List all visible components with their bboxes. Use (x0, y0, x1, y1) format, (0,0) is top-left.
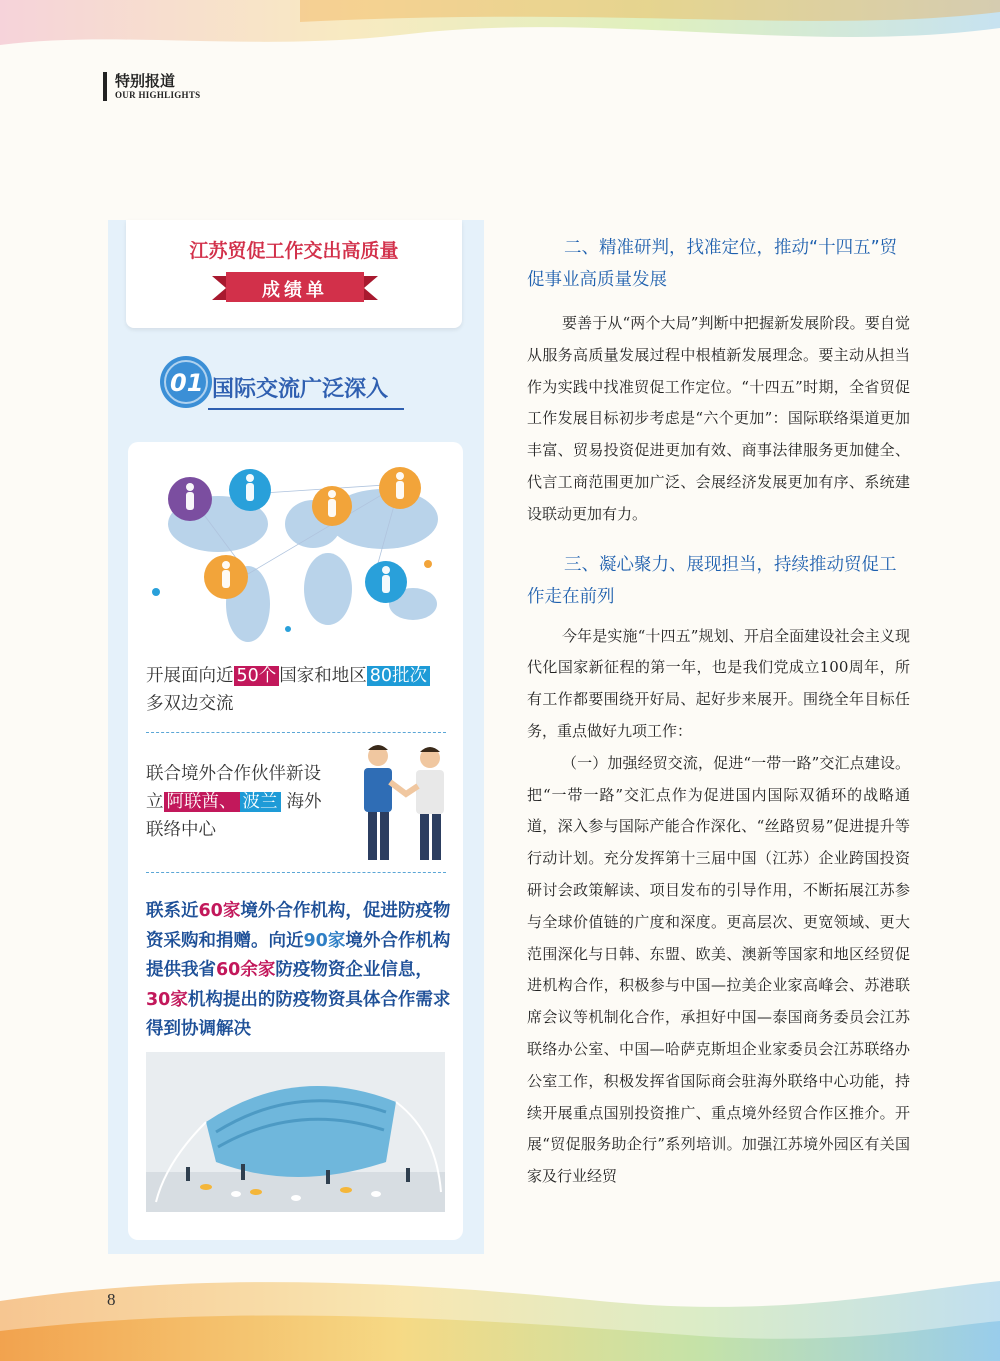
section-header (103, 72, 200, 101)
number-30: 30家 (146, 989, 188, 1010)
item-exchange-text: 多双边交流 (146, 694, 234, 714)
section-underline (208, 408, 404, 410)
item-liaison-text: 联合境外合作伙伴新设 (146, 764, 321, 784)
highlight-80: 80批次 (367, 666, 430, 686)
paragraph-two: 今年是实施“十四五”规划、开启全面建设社会主义现代化国家新征程的第一年，也是我们党成立100周年，所有工作都要围绕开好局、起好步来展开。围绕全年目标任务，重点做好九项工作： (527, 626, 910, 740)
section-header-cn: 特别报道 (115, 72, 176, 90)
dashed-divider (146, 872, 446, 873)
item-liaison-text: 海外 (286, 792, 322, 812)
scorecard-title-card (126, 220, 462, 328)
world-map-illustration (138, 454, 453, 654)
article-body (527, 232, 910, 1193)
highlight-poland: 波兰 (240, 792, 281, 812)
section-header-en: OUR HIGHLIGHTS (115, 90, 201, 100)
section-title: 国际交流广泛深入 (212, 377, 389, 402)
subheading-three: 三、凝心聚力、展现担当，持续推动贸促工作走在前列 (527, 554, 897, 607)
item-exchange (146, 662, 456, 718)
highlight-50: 50个 (234, 666, 280, 686)
infographic-panel (108, 220, 484, 1254)
bottom-wave-decoration (0, 1241, 1000, 1361)
section-heading (156, 350, 416, 410)
top-wave-decoration (0, 0, 1000, 60)
item-liaison-text: 立 (146, 792, 164, 812)
item-liaison-text: 联络中心 (146, 820, 216, 840)
item-exchange-text: 国家和地区 (279, 666, 367, 686)
paragraph-one: 要善于从“两个大局”判断中把握新发展阶段。要自觉从服务高质量发展过程中根植新发展理念。要主动从担当作为实践中找准贸促工作定位。“十四五”时期，全省贸促工作发展目标初步考虑是“六个更加”：国际联络渠道更加丰富、贸易投资促进更加有效、商事法律服务更加健全、代言工商范围更加广泛、会展经济发展更加有序、系统建设联动更加有力。 (527, 314, 910, 523)
item-epidemic-text: 境外合作机构，促进防疫物资采购和捐赠。向近 (146, 901, 451, 951)
item-epidemic-text: 联系近 (146, 901, 199, 921)
dashed-divider (146, 732, 446, 733)
item-epidemic-text: 防疫物资企业信息， (275, 960, 433, 980)
item-epidemic-text: 境外合作机构提供我省 (146, 930, 451, 980)
paragraph-three: （一）加强经贸交流，促进“一带一路”交汇点建设。把“一带一路”交汇点作为促进国内国际双循环的战略通道，深入参与国际产能合作深化、“丝路贸易”促进提升等行动计划。充分发挥第十三届中国（江苏）企业跨国投资研讨会政策解读、项目发布的引导作用，不断拓展江苏参与全球价值链的广度和深度。更高层次、更宽领域、更大范围深化与日韩、东盟、欧美、澳新等国家和地区经贸促进机构合作，积极参与中国—拉美企业家高峰会、苏港联席会议等机制化合作，承担好中国—泰国商务委员会江苏联络办公室、中国—哈萨克斯坦企业家委员会江苏联络办公室工作，积极发挥省国际商会驻海外联络中心功能，持续开展重点国别投资推广、重点境外经贸合作区推介。开展“贸促服务助企行”系列培训。加强江苏境外园区有关国家及行业经贸 (527, 753, 910, 1186)
section-number: 01 (170, 369, 204, 397)
item-exchange-text: 开展面向近 (146, 666, 234, 686)
number-60: 60家 (198, 901, 241, 921)
item-epidemic-supplies (146, 897, 452, 1045)
subheading-two: 二、精准研判，找准定位，推动“十四五”贸促事业高质量发展 (527, 238, 898, 290)
item-epidemic-text: 机构提出的防疫物资具体合作需求得到协调解决 (146, 989, 451, 1039)
info-card (128, 442, 463, 1240)
highlight-uae: 阿联酋、 (164, 792, 240, 812)
number-90: 90家 (303, 930, 346, 951)
page-number: 8 (107, 1290, 116, 1309)
item-liaison (146, 760, 356, 844)
ribbon-banner (212, 270, 378, 306)
ribbon-text: 成绩单 (262, 280, 328, 301)
number-60plus: 60余家 (216, 960, 276, 980)
scorecard-title: 江苏贸促工作交出高质量 (189, 240, 399, 262)
face-mask-photo (146, 1052, 445, 1212)
handshake-illustration (354, 742, 454, 862)
